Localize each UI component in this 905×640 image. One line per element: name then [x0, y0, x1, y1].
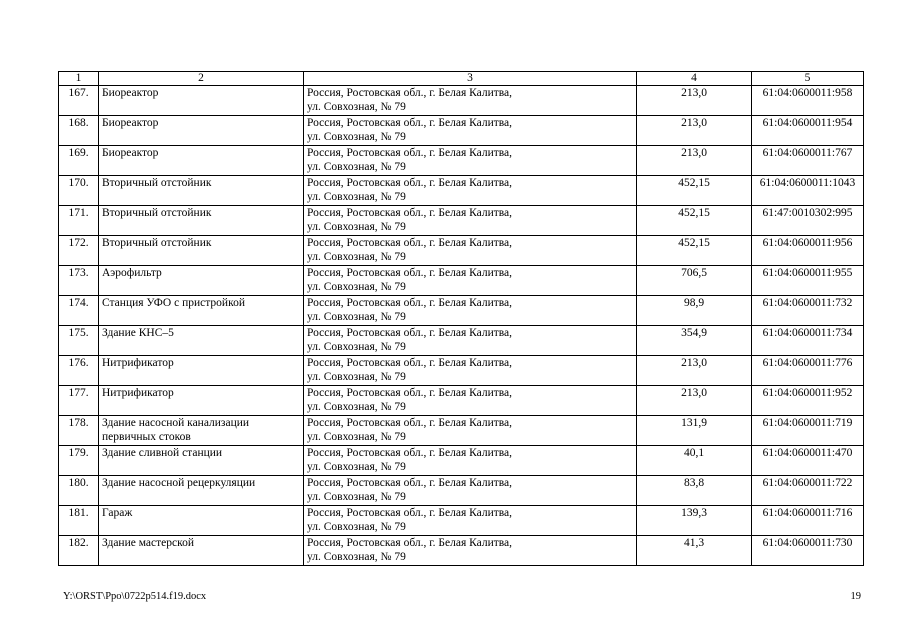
column-header: 5: [752, 72, 864, 86]
row-number: 170.: [59, 176, 99, 206]
object-address: [304, 506, 637, 536]
row-number: 171.: [59, 206, 99, 236]
address-line-2: ул. Совхозная, № 79: [307, 191, 406, 203]
column-header: 2: [99, 72, 304, 86]
table-row: [59, 386, 864, 416]
table-row: [59, 86, 864, 116]
object-address: [304, 476, 637, 506]
object-area: 354,9: [637, 326, 752, 356]
object-address: [304, 86, 637, 116]
object-name: Нитрификатор: [99, 356, 304, 386]
cadastral-number: 61:04:0600011:954: [752, 116, 864, 146]
object-address: [304, 116, 637, 146]
address-line-2: ул. Совхозная, № 79: [307, 131, 406, 143]
object-address: [304, 356, 637, 386]
object-area: 452,15: [637, 236, 752, 266]
object-name: Биореактор: [99, 116, 304, 146]
address-line-2: ул. Совхозная, № 79: [307, 461, 406, 473]
object-name: Здание мастерской: [99, 536, 304, 566]
address-line-2: ул. Совхозная, № 79: [307, 521, 406, 533]
address-line-1: Россия, Ростовская обл., г. Белая Калитва,: [307, 537, 513, 549]
column-header: 1: [59, 72, 99, 86]
address-line-2: ул. Совхозная, № 79: [307, 161, 406, 173]
cadastral-number: 61:04:0600011:767: [752, 146, 864, 176]
object-area: 83,8: [637, 476, 752, 506]
object-name: Здание насосной рецеркуляции: [99, 476, 304, 506]
object-name: Гараж: [99, 506, 304, 536]
cadastral-number: 61:04:0600011:716: [752, 506, 864, 536]
address-line-2: ул. Совхозная, № 79: [307, 431, 406, 443]
cadastral-number: 61:04:0600011:958: [752, 86, 864, 116]
cadastral-number: 61:47:0010302:995: [752, 206, 864, 236]
row-number: 178.: [59, 416, 99, 446]
object-name: Биореактор: [99, 146, 304, 176]
object-area: 213,0: [637, 86, 752, 116]
cadastral-number: 61:04:0600011:952: [752, 386, 864, 416]
column-header: 4: [637, 72, 752, 86]
address-line-2: ул. Совхозная, № 79: [307, 551, 406, 563]
address-line-1: Россия, Ростовская обл., г. Белая Калитва,: [307, 387, 513, 399]
row-number: 168.: [59, 116, 99, 146]
object-area: 98,9: [637, 296, 752, 326]
row-number: 173.: [59, 266, 99, 296]
address-line-2: ул. Совхозная, № 79: [307, 251, 406, 263]
table-row: [59, 536, 864, 566]
table-row: [59, 146, 864, 176]
address-line-2: ул. Совхозная, № 79: [307, 341, 406, 353]
address-line-1: Россия, Ростовская обл., г. Белая Калитва,: [307, 357, 513, 369]
object-address: [304, 446, 637, 476]
address-line-2: ул. Совхозная, № 79: [307, 491, 406, 503]
address-line-1: Россия, Ростовская обл., г. Белая Калитва,: [307, 477, 513, 489]
cadastral-number: 61:04:0600011:732: [752, 296, 864, 326]
object-area: 41,3: [637, 536, 752, 566]
object-address: [304, 326, 637, 356]
cadastral-number: 61:04:0600011:956: [752, 236, 864, 266]
page-number: 19: [850, 591, 861, 602]
object-address: [304, 146, 637, 176]
cadastral-number: 61:04:0600011:470: [752, 446, 864, 476]
row-number: 176.: [59, 356, 99, 386]
object-area: 131,9: [637, 416, 752, 446]
cadastral-number: 61:04:0600011:734: [752, 326, 864, 356]
address-line-1: Россия, Ростовская обл., г. Белая Калитва,: [307, 417, 513, 429]
object-area: 213,0: [637, 356, 752, 386]
column-header: 3: [304, 72, 637, 86]
object-address: [304, 176, 637, 206]
table-row: [59, 116, 864, 146]
object-area: 213,0: [637, 386, 752, 416]
cadastral-number: 61:04:0600011:730: [752, 536, 864, 566]
object-name: Биореактор: [99, 86, 304, 116]
row-number: 172.: [59, 236, 99, 266]
row-number: 179.: [59, 446, 99, 476]
address-line-2: ул. Совхозная, № 79: [307, 221, 406, 233]
address-line-1: Россия, Ростовская обл., г. Белая Калитва,: [307, 177, 513, 189]
address-line-1: Россия, Ростовская обл., г. Белая Калитва,: [307, 447, 513, 459]
object-name: Аэрофильтр: [99, 266, 304, 296]
object-name: Здание насосной канализации первичных стоков: [99, 416, 304, 446]
object-address: [304, 236, 637, 266]
cadastral-number: 61:04:0600011:719: [752, 416, 864, 446]
object-address: [304, 416, 637, 446]
table-row: [59, 506, 864, 536]
cadastral-number: 61:04:0600011:722: [752, 476, 864, 506]
object-name: Станция УФО с пристройкой: [99, 296, 304, 326]
row-number: 181.: [59, 506, 99, 536]
table-row: [59, 326, 864, 356]
table-header-row: [59, 72, 864, 86]
object-area: 213,0: [637, 146, 752, 176]
address-line-2: ул. Совхозная, № 79: [307, 371, 406, 383]
row-number: 180.: [59, 476, 99, 506]
object-name: Вторичный отстойник: [99, 206, 304, 236]
object-name: Вторичный отстойник: [99, 176, 304, 206]
cadastral-number: 61:04:0600011:776: [752, 356, 864, 386]
object-area: 452,15: [637, 206, 752, 236]
row-number: 174.: [59, 296, 99, 326]
object-area: 452,15: [637, 176, 752, 206]
property-table: [58, 71, 864, 566]
address-line-2: ул. Совхозная, № 79: [307, 281, 406, 293]
object-address: [304, 296, 637, 326]
object-area: 706,5: [637, 266, 752, 296]
object-name: Нитрификатор: [99, 386, 304, 416]
cadastral-number: 61:04:0600011:1043: [752, 176, 864, 206]
table-row: [59, 476, 864, 506]
address-line-1: Россия, Ростовская обл., г. Белая Калитва,: [307, 267, 513, 279]
object-area: 213,0: [637, 116, 752, 146]
table-row: [59, 236, 864, 266]
address-line-2: ул. Совхозная, № 79: [307, 401, 406, 413]
object-area: 139,3: [637, 506, 752, 536]
address-line-1: Россия, Ростовская обл., г. Белая Калитва,: [307, 507, 513, 519]
row-number: 177.: [59, 386, 99, 416]
row-number: 169.: [59, 146, 99, 176]
address-line-2: ул. Совхозная, № 79: [307, 101, 406, 113]
footer-file-path: Y:\ORST\Ppo\0722p514.f19.docx: [63, 591, 207, 602]
table-row: [59, 356, 864, 386]
row-number: 167.: [59, 86, 99, 116]
address-line-1: Россия, Ростовская обл., г. Белая Калитва,: [307, 87, 513, 99]
address-line-1: Россия, Ростовская обл., г. Белая Калитва,: [307, 327, 513, 339]
row-number: 175.: [59, 326, 99, 356]
object-name: Вторичный отстойник: [99, 236, 304, 266]
object-address: [304, 206, 637, 236]
table-row: [59, 266, 864, 296]
table-row: [59, 176, 864, 206]
object-address: [304, 386, 637, 416]
object-name: Здание сливной станции: [99, 446, 304, 476]
table-row: [59, 296, 864, 326]
cadastral-number: 61:04:0600011:955: [752, 266, 864, 296]
address-line-1: Россия, Ростовская обл., г. Белая Калитва,: [307, 147, 513, 159]
row-number: 182.: [59, 536, 99, 566]
address-line-1: Россия, Ростовская обл., г. Белая Калитва,: [307, 117, 513, 129]
address-line-2: ул. Совхозная, № 79: [307, 311, 406, 323]
object-address: [304, 266, 637, 296]
table-row: [59, 416, 864, 446]
address-line-1: Россия, Ростовская обл., г. Белая Калитва,: [307, 207, 513, 219]
object-address: [304, 536, 637, 566]
object-name: Здание КНС–5: [99, 326, 304, 356]
table-row: [59, 446, 864, 476]
address-line-1: Россия, Ростовская обл., г. Белая Калитва,: [307, 237, 513, 249]
address-line-1: Россия, Ростовская обл., г. Белая Калитва,: [307, 297, 513, 309]
table-row: [59, 206, 864, 236]
object-area: 40,1: [637, 446, 752, 476]
